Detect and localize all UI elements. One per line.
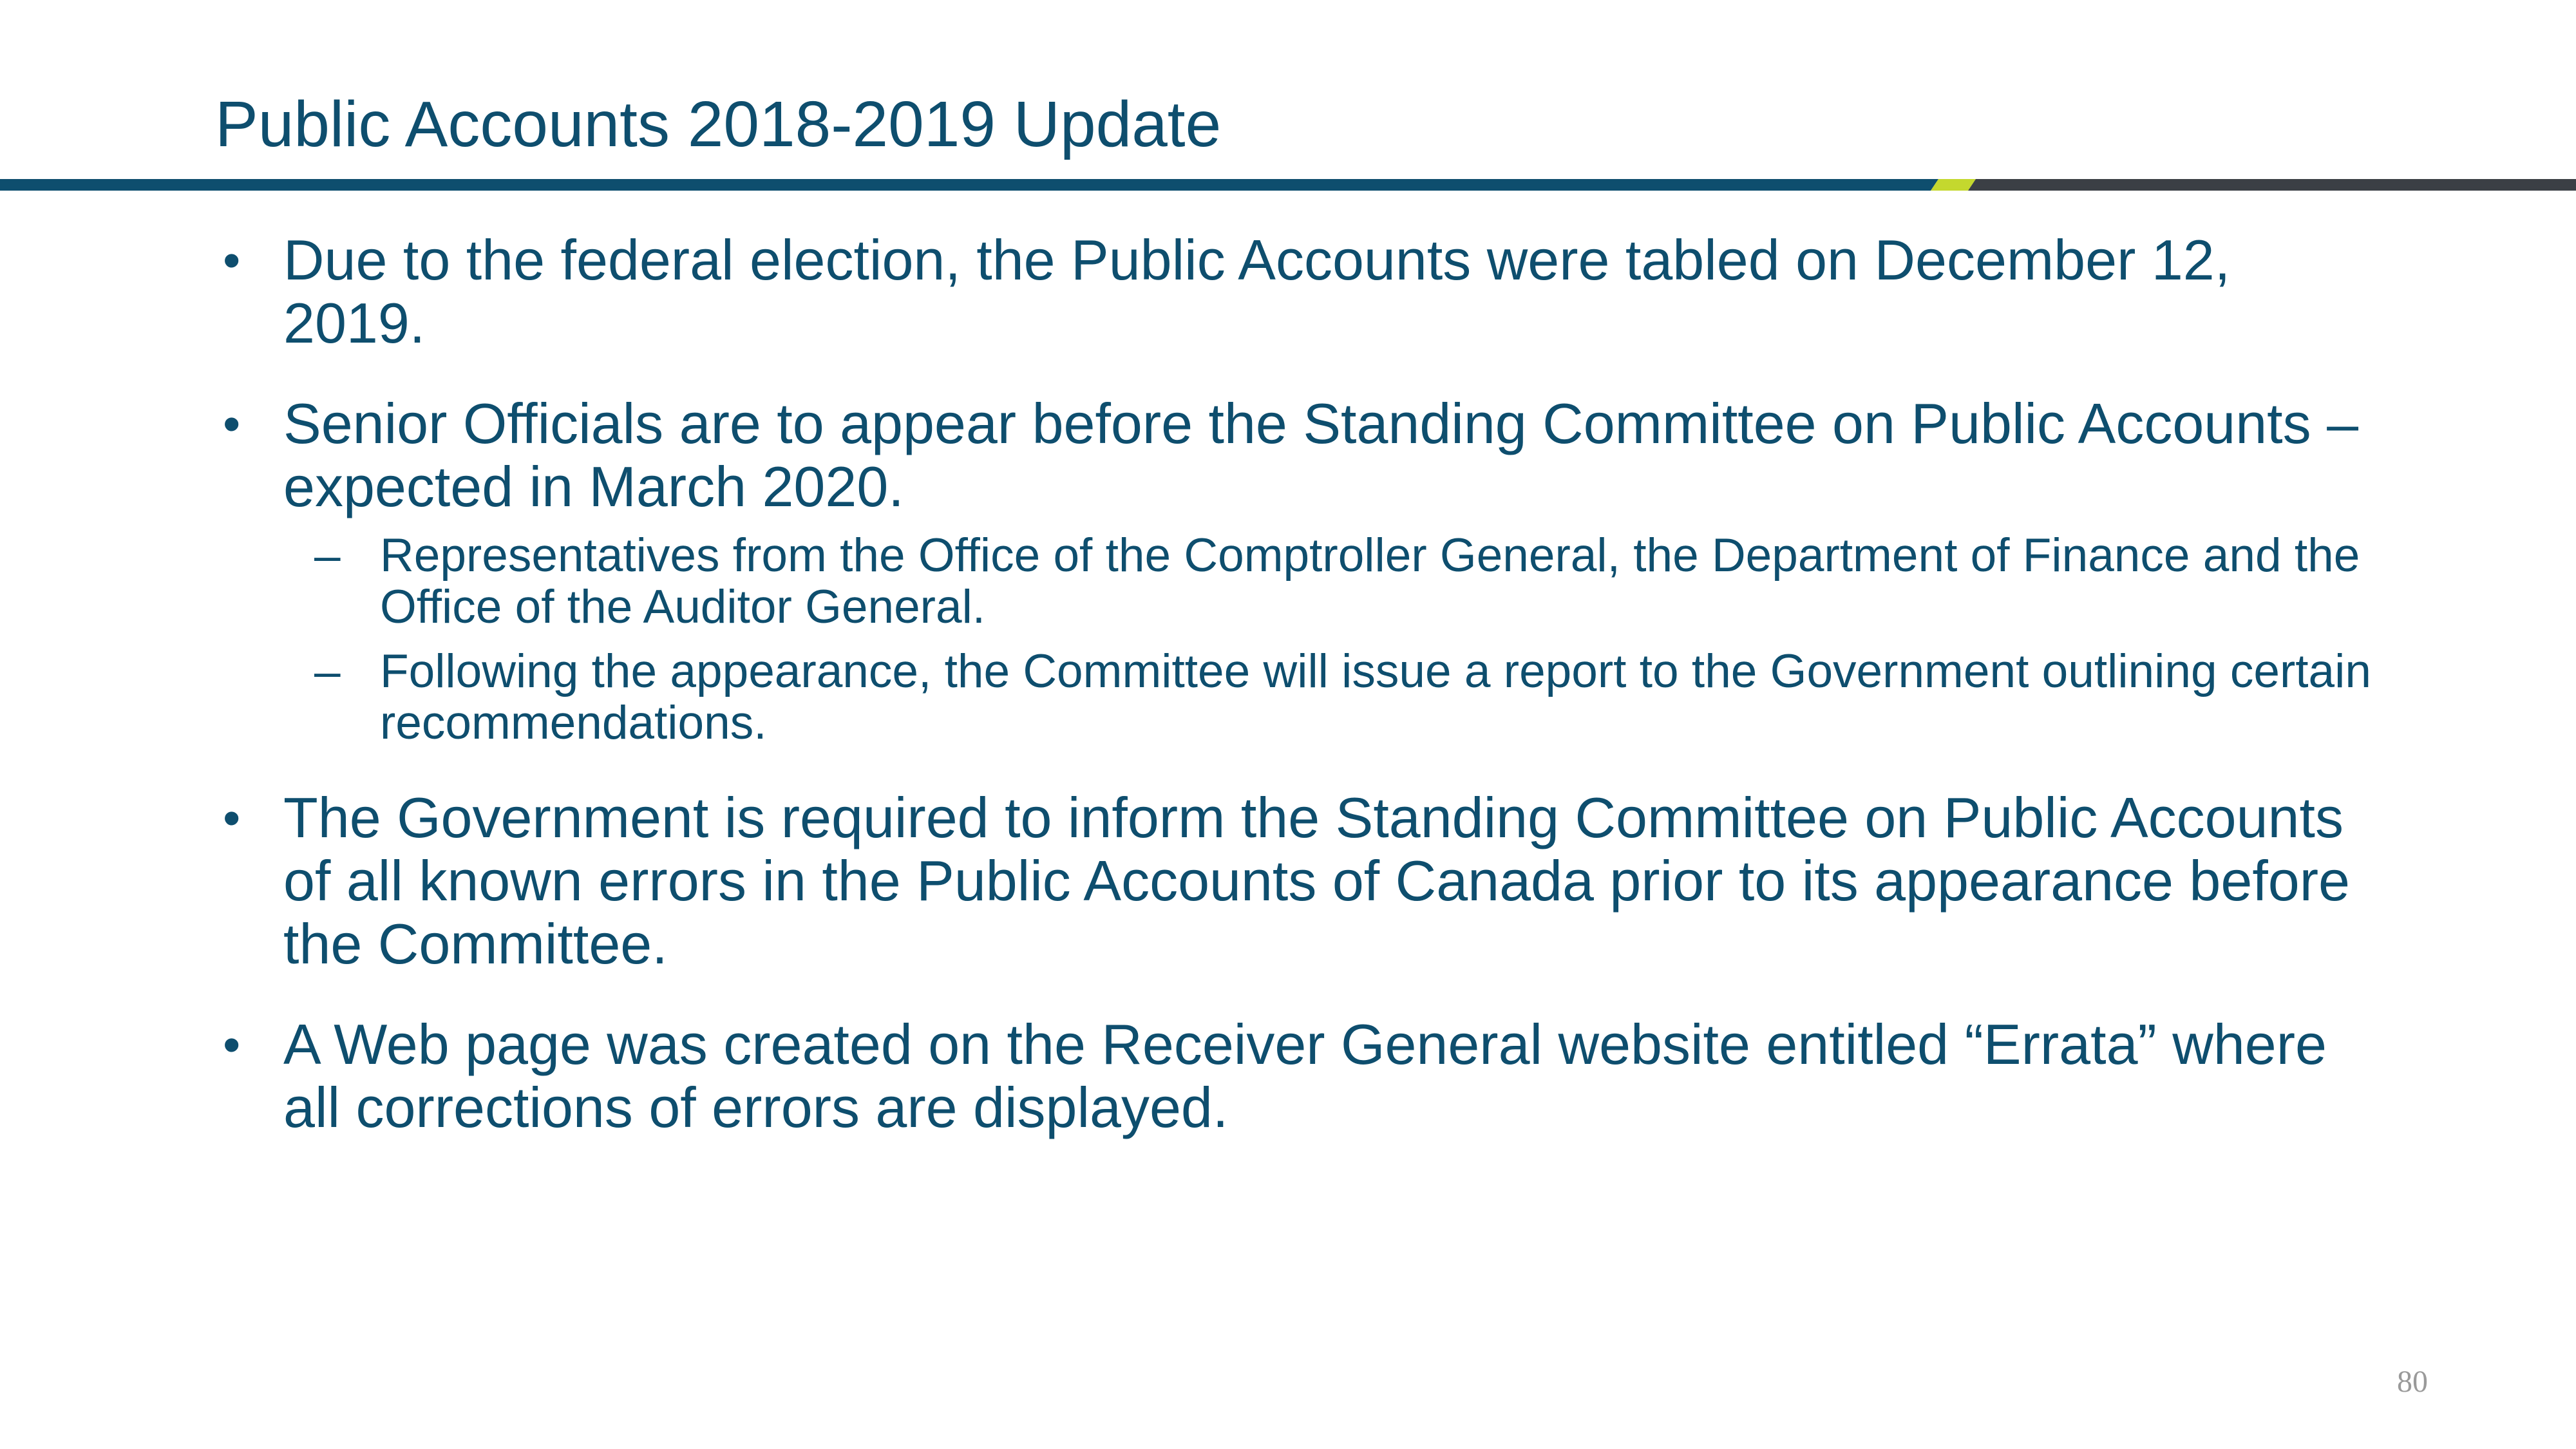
sub-bullet-text: Representatives from the Office of the Comptroller General, the Department of Finance and the Office of the Auditor General. bbox=[380, 529, 2360, 633]
page-number: 80 bbox=[2397, 1365, 2428, 1399]
sub-bullet-list bbox=[283, 530, 2379, 749]
bullet-dot-icon: • bbox=[223, 232, 241, 289]
bullet-item bbox=[215, 786, 2379, 976]
bullet-text: Senior Officials are to appear before the Standing Committee on Public Accounts – expected in March 2020. bbox=[283, 392, 2359, 518]
sub-bullet-text: Following the appearance, the Committee will issue a report to the Government outlining certain recommendations. bbox=[380, 645, 2371, 749]
bullet-item bbox=[215, 1013, 2379, 1139]
dash-icon: – bbox=[314, 645, 341, 697]
title-rule-main bbox=[0, 179, 1938, 191]
bullet-text: Due to the federal election, the Public Accounts were tabled on December 12, 2019. bbox=[283, 228, 2231, 355]
bullet-dot-icon: • bbox=[223, 790, 241, 846]
slide-title: Public Accounts 2018-2019 Update bbox=[215, 88, 1222, 160]
sub-bullet-item bbox=[215, 530, 2379, 633]
bullet-item bbox=[215, 229, 2379, 355]
dash-icon: – bbox=[314, 529, 341, 582]
bullet-dot-icon: • bbox=[223, 395, 241, 452]
bullet-text: The Government is required to inform the Standing Committee on Public Accounts of all known errors in the Public Accounts of Canada prior to its appearance before the Committee. bbox=[283, 786, 2350, 976]
title-rule bbox=[0, 179, 2576, 191]
bullet-item bbox=[215, 392, 2379, 749]
sub-bullet-item bbox=[215, 646, 2379, 749]
bullet-list bbox=[215, 229, 2379, 1177]
title-rule-end bbox=[1968, 179, 2576, 191]
bullet-dot-icon: • bbox=[223, 1016, 241, 1073]
bullet-text: A Web page was created on the Receiver General website entitled “Errata” where all corrections of errors are displayed. bbox=[283, 1012, 2327, 1139]
title-rule-accent bbox=[1931, 179, 1976, 191]
